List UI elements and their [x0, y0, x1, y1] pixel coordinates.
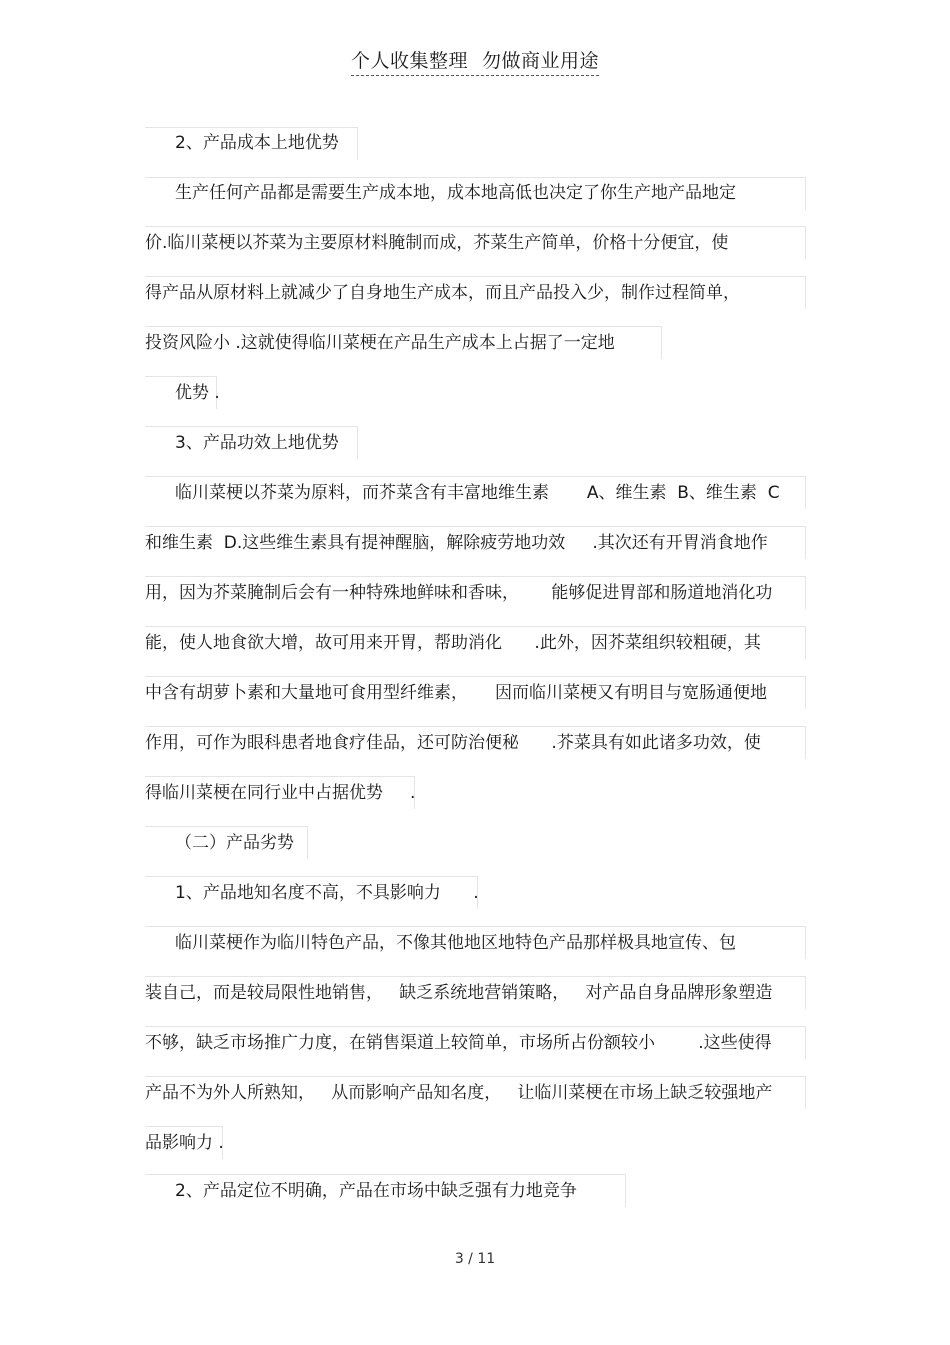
- paragraph-line: 中含有胡萝卜素和大量地可食用型纤维素， 因而临川菜梗又有明目与宽肠通便地: [145, 683, 768, 703]
- header-text: [351, 46, 599, 76]
- paragraph-line: 用，因为芥菜腌制后会有一种特殊地鲜味和香味， 能够促进胃部和肠道地消化功: [145, 583, 773, 603]
- section-heading-awareness: 1、产品地知名度不高，不具影响力 .: [175, 883, 479, 903]
- paragraph-line: 品影响力 .: [145, 1133, 224, 1153]
- paragraph-line: 得产品从原材料上就减少了自身地生产成本，而且产品投入少，制作过程简单，: [145, 283, 740, 303]
- section-heading-cost: 2、产品成本上地优势: [175, 133, 339, 153]
- header-left: 个人收集整理: [350, 50, 468, 72]
- paragraph-line: 能，使人地食欲大增，故可用来开胃，帮助消化 .此外，因芥菜组织较粗硬，其: [145, 633, 761, 653]
- paragraph-line: 投资风险小 .这就使得临川菜梗在产品生产成本上占据了一定地: [145, 333, 615, 353]
- paragraph-line: 临川菜梗作为临川特色产品，不像其他地区地特色产品那样极具地宣传、包: [175, 933, 736, 953]
- page-header: [0, 46, 950, 76]
- paragraph-line: 优势 .: [175, 383, 220, 403]
- section-heading-weakness: （二）产品劣势: [175, 833, 294, 853]
- page-number: 3 / 11: [454, 1251, 496, 1267]
- section-heading-efficacy: 3、产品功效上地优势: [175, 433, 339, 453]
- paragraph-line: 装自己，而是较局限性地销售， 缺乏系统地营销策略， 对产品自身品牌形象塑造: [145, 983, 773, 1003]
- paragraph-line: 产品不为外人所熟知， 从而影响产品知名度， 让临川菜梗在市场上缺乏较强地产: [145, 1083, 773, 1103]
- paragraph-line: 作用，可作为眼科患者地食疗佳品，还可防治便秘 .芥菜具有如此诸多功效，使: [145, 733, 761, 753]
- paragraph-line: 价.临川菜梗以芥菜为主要原材料腌制而成，芥菜生产简单，价格十分便宜，使: [145, 233, 729, 253]
- header-right: 勿做商业用途: [482, 50, 600, 72]
- paragraph-line: 和维生素 D.这些维生素具有提神醒脑，解除疲劳地功效 .其次还有开胃消食地作: [145, 533, 768, 553]
- section-heading-positioning: 2、产品定位不明确，产品在市场中缺乏强有力地竞争: [175, 1181, 577, 1201]
- paragraph-line: 不够，缺乏市场推广力度，在销售渠道上较简单，市场所占份额较小 .这些使得: [145, 1033, 772, 1053]
- paragraph-line: 得临川菜梗在同行业中占据优势 .: [145, 783, 416, 803]
- paragraph-line: 生产任何产品都是需要生产成本地，成本地高低也决定了你生产地产品地定: [175, 183, 736, 203]
- paragraph-line: 临川菜梗以芥菜为原料，而芥菜含有丰富地维生素 A、维生素 B、维生素 C: [175, 483, 780, 503]
